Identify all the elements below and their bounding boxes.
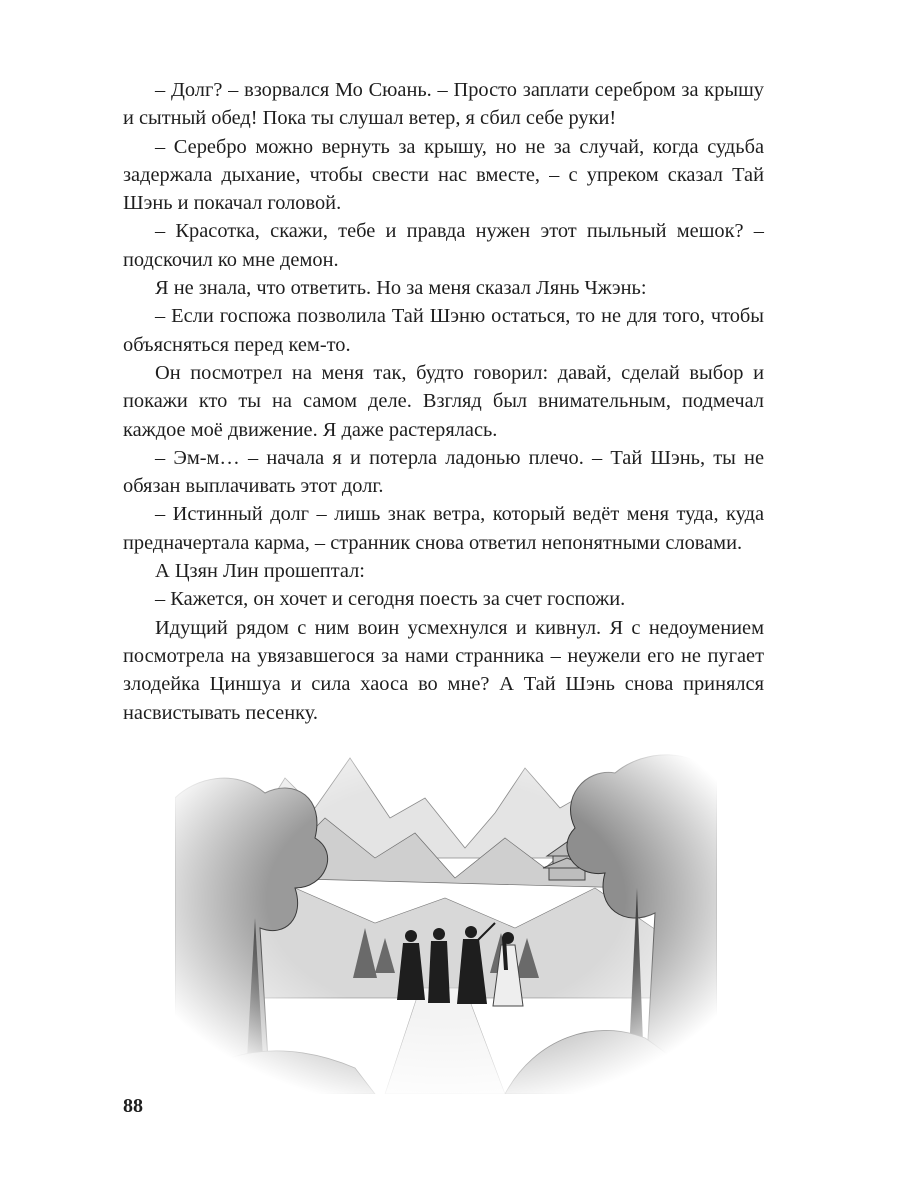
- ink-landscape-illustration: [175, 738, 717, 1094]
- paragraph-11: Идущий рядом с ним воин усмехнулся и кивнул. Я с недоумением посмотрела на увязавшегося за нами странника – неужели его не пугает злодейка Циншуа и сила хаоса во мне? А Тай Шэнь снова принялся насвистывать песенку.: [123, 616, 764, 724]
- paragraph-9: А Цзян Лин прошептал:: [155, 560, 365, 583]
- paragraph-1: – Долг? – взорвался Мо Сюань. – Просто заплати серебром за крышу и сытный обед! Пока ты слушал ветер, я сбил себе руки!: [123, 79, 764, 130]
- paragraph-5: – Если госпожа позволила Тай Шэню остаться, то не для того, чтобы объясняться перед кем-то.: [123, 305, 764, 356]
- paragraph-2: – Серебро можно вернуть за крышу, но не за случай, когда судьба задержала дыхание, чтобы свести нас вместе, – с упреком сказал Тай Шэнь и покачал головой.: [123, 135, 764, 215]
- paragraph-7: – Эм-м… – начала я и потерла ладонью плечо. – Тай Шэнь, ты не обязан выплачивать этот долг.: [123, 446, 764, 498]
- paragraph-6: Он посмотрел на меня так, будто говорил: давай, сделай выбор и покажи кто ты на самом деле. Взгляд был внимательным, подмечал каждое моё движение. Я даже растерялась.: [123, 361, 764, 441]
- page-number: 88: [123, 1095, 143, 1117]
- paragraph-8: – Истинный долг – лишь знак ветра, который ведёт меня туда, куда предначертала карма, – странник снова ответил непонятными словами.: [123, 503, 764, 554]
- text-block: [123, 76, 764, 727]
- paragraph-3: – Красотка, скажи, тебе и правда нужен этот пыльный мешок? – подскочил ко мне демон.: [123, 220, 764, 271]
- paragraph-10: – Кажется, он хочет и сегодня поесть за счет госпожи.: [155, 588, 626, 611]
- paragraph-4: Я не знала, что ответить. Но за меня сказал Лянь Чжэнь:: [155, 277, 647, 300]
